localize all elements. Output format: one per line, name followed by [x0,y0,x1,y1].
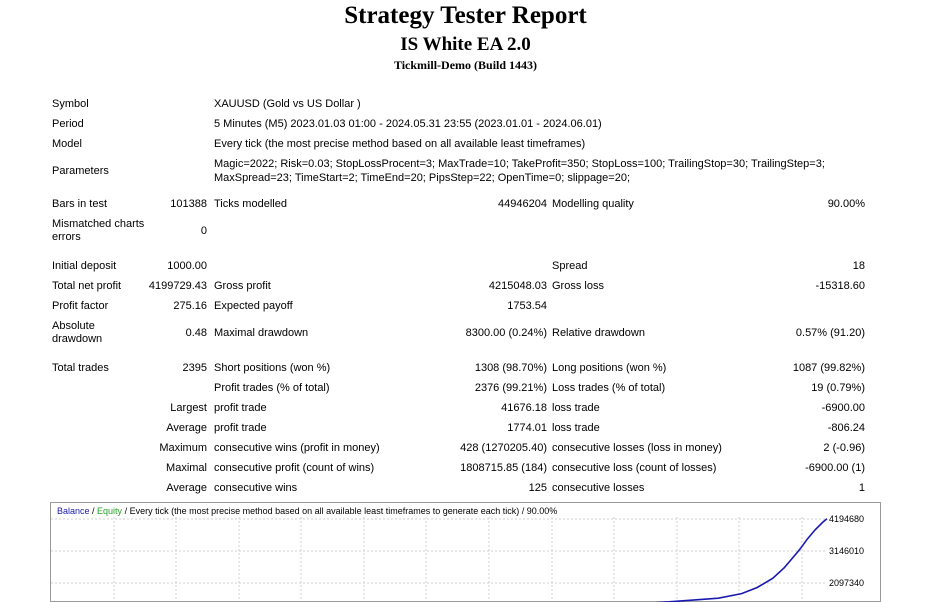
average-profit-value: 1774.01 [507,422,547,434]
average2-label: Average [166,482,207,494]
parameters-label: Parameters [52,165,109,177]
avg-cons-losses-value: 1 [858,482,865,494]
spread-label: Spread [552,260,588,272]
short-positions-value: 1308 (98.70%) [474,362,547,374]
max-drawdown-label: Maximal drawdown [214,327,309,339]
initial-deposit-value: 1000.00 [167,260,207,272]
profit-factor-value: 275.16 [173,300,207,312]
legend-equity: Equity [97,506,123,516]
maximal-profit-label: consecutive profit (count of wins) [214,462,375,474]
max-drawdown-value: 8300.00 (0.24%) [465,327,547,339]
maximal-loss-label: consecutive loss (count of losses) [552,462,717,474]
parameters-line-2: MaxSpread=23; TimeStart=2; TimeEnd=20; PipsStep=22; OpenTime=0; slippage=20; [214,172,631,184]
maximal-profit-value: 1808715.85 (184) [460,462,547,474]
chart-legend [57,506,557,517]
ea-name: IS White EA 2.0 [400,34,531,55]
max-cons-losses-value: 2 (-0.96) [823,442,865,454]
expected-payoff-label: Expected payoff [214,300,293,312]
long-positions-value: 1087 (99.82%) [792,362,865,374]
average-label: Average [166,422,207,434]
modelling-quality-label: Modelling quality [552,198,634,210]
mismatch-label-1: Mismatched charts [52,218,145,230]
legend-description: / Every tick (the most precise method based on all available least timeframes to generate each tick) / 90.00% [122,506,558,516]
modelling-quality-value: 90.00% [827,198,865,210]
gross-loss-value: -15318.60 [815,280,865,292]
mismatch-value: 0 [200,225,207,237]
average-loss-label: loss trade [552,422,600,434]
symbol-label: Symbol [52,98,89,110]
balance-series-line [51,519,827,602]
symbol-value: XAUUSD (Gold vs US Dollar ) [214,98,361,110]
ticks-value: 44946204 [498,198,547,210]
period-value: 5 Minutes (M5) 2023.01.03 01:00 - 2024.05.31 23:55 (2023.01.01 - 2024.06.01) [214,118,602,130]
gross-profit-label: Gross profit [214,280,271,292]
total-trades-label: Total trades [52,362,109,374]
loss-trades-label: Loss trades (% of total) [552,382,666,394]
gross-profit-value: 4215048.03 [488,280,547,292]
server-build: Tickmill-Demo (Build 1443) [393,58,538,72]
bars-label: Bars in test [52,198,108,210]
y-tick-label-top: 4194680 [829,514,865,524]
rel-drawdown-value: 0.57% (91.20) [795,327,865,339]
maximal-loss-value: -6900.00 (1) [805,462,865,474]
abs-drawdown-label-1: Absolute [52,320,95,332]
abs-drawdown-value: 0.48 [185,327,207,339]
model-value: Every tick (the most precise method based on all available least timeframes) [214,138,586,150]
profit-factor-label: Profit factor [52,300,109,312]
avg-cons-wins-label: consecutive wins [214,482,298,494]
parameters-line-1: Magic=2022; Risk=0.03; StopLossProcent=3; MaxTrade=10; TakeProfit=350; StopLoss=100; TrailingStop=30; TrailingStep=3; [214,158,825,170]
balance-chart-plot [51,503,880,601]
y-tick-label-bottom: 2097340 [829,578,865,588]
long-positions-label: Long positions (won %) [552,362,667,374]
net-profit-value: 4199729.43 [148,280,207,292]
loss-trades-value: 19 (0.79%) [811,382,865,394]
largest-loss-label: loss trade [552,402,600,414]
rel-drawdown-label: Relative drawdown [552,327,645,339]
ticks-label: Ticks modelled [214,198,287,210]
largest-profit-label: profit trade [214,402,267,414]
total-trades-value: 2395 [182,362,207,374]
maximum-label: Maximum [159,442,207,454]
spread-value: 18 [852,260,865,272]
profit-trades-value: 2376 (99.21%) [474,382,547,394]
average-profit-label: profit trade [214,422,267,434]
max-cons-wins-value: 428 (1270205.40) [460,442,547,454]
profit-trades-label: Profit trades (% of total) [214,382,330,394]
average-loss-value: -806.24 [827,422,865,434]
bars-value: 101388 [170,198,207,210]
legend-balance: Balance [57,506,90,516]
expected-payoff-value: 1753.54 [507,300,547,312]
avg-cons-losses-label: consecutive losses [552,482,645,494]
period-label: Period [52,118,84,130]
largest-loss-value: -6900.00 [821,402,865,414]
abs-drawdown-label-2: drawdown [52,333,103,345]
maximal-label: Maximal [166,462,207,474]
gross-loss-label: Gross loss [552,280,604,292]
legend-separator: / [89,506,98,516]
avg-cons-wins-value: 125 [528,482,547,494]
balance-chart [50,502,881,602]
initial-deposit-label: Initial deposit [52,260,117,272]
max-cons-losses-label: consecutive losses (loss in money) [552,442,722,454]
largest-profit-value: 41676.18 [501,402,547,414]
max-cons-wins-label: consecutive wins (profit in money) [214,442,380,454]
largest-label: Largest [170,402,207,414]
net-profit-label: Total net profit [52,280,122,292]
short-positions-label: Short positions (won %) [214,362,331,374]
mismatch-label-2: errors [52,231,81,243]
model-label: Model [52,138,82,150]
y-tick-label-middle: 3146010 [829,546,865,556]
report-title: Strategy Tester Report [344,2,587,29]
